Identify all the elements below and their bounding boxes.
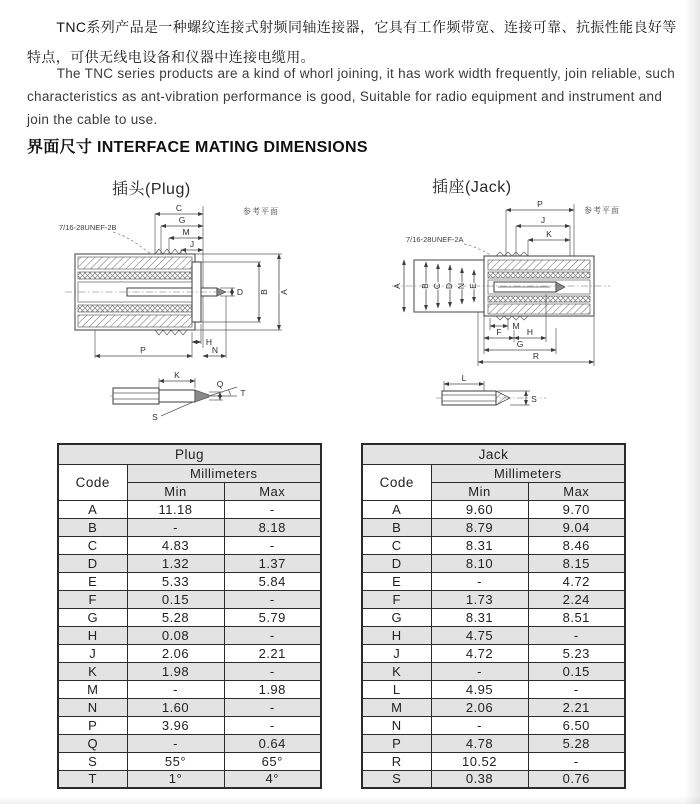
min-cell: 2.06 xyxy=(431,698,528,716)
table-row xyxy=(58,644,321,662)
min-cell: 55° xyxy=(127,752,224,770)
code-cell: S xyxy=(58,752,127,770)
min-cell: 4.83 xyxy=(127,536,224,554)
max-cell: 6.50 xyxy=(528,716,625,734)
code-cell: C xyxy=(58,536,127,554)
max-cell: 4.72 xyxy=(528,572,625,590)
plug-figure-label: 插头(Plug) xyxy=(112,181,191,198)
code-cell: P xyxy=(362,734,431,752)
jack-figure-label: 插座(Jack) xyxy=(432,179,512,196)
dim-label: G xyxy=(178,215,186,225)
table-row xyxy=(362,626,625,644)
dim-label: K xyxy=(546,229,552,239)
table-row xyxy=(58,770,321,788)
min-cell: 3.96 xyxy=(127,716,224,734)
min-cell: 5.28 xyxy=(127,608,224,626)
min-cell: 1° xyxy=(127,770,224,788)
table-row xyxy=(58,590,321,608)
table-row xyxy=(362,554,625,572)
dim-label: S xyxy=(531,394,537,404)
table-row xyxy=(58,734,321,752)
max-header: Max xyxy=(528,482,625,500)
code-cell: D xyxy=(362,554,431,572)
code-cell: G xyxy=(362,608,431,626)
table-title-row xyxy=(362,444,625,464)
dim-label: F xyxy=(496,327,502,337)
dim-label: R xyxy=(532,351,540,361)
min-cell: 8.31 xyxy=(431,608,528,626)
code-cell: E xyxy=(58,572,127,590)
dim-label: A xyxy=(279,289,289,295)
plug-diagram xyxy=(55,198,310,426)
code-cell: P xyxy=(58,716,127,734)
plug-reference-plane-label: 参考平面 xyxy=(243,207,279,216)
code-cell: A xyxy=(362,500,431,518)
code-cell: H xyxy=(362,626,431,644)
min-cell: 8.10 xyxy=(431,554,528,572)
min-cell: 4.78 xyxy=(431,734,528,752)
plug-thread-label: 7/16-28UNEF-2B xyxy=(59,223,117,232)
table-row xyxy=(58,698,321,716)
table-row xyxy=(58,608,321,626)
min-cell: 1.60 xyxy=(127,698,224,716)
table-row xyxy=(58,662,321,680)
max-cell: 5.84 xyxy=(224,572,321,590)
max-cell: 1.37 xyxy=(224,554,321,572)
dim-label: B xyxy=(420,283,430,289)
table-row xyxy=(362,716,625,734)
table-row xyxy=(362,518,625,536)
jack-thread-label: 7/16-28UNEF-2A xyxy=(406,235,464,244)
dim-label: N xyxy=(456,282,466,290)
table-row xyxy=(362,734,625,752)
max-cell: 8.18 xyxy=(224,518,321,536)
jack-socket-detail xyxy=(436,373,546,405)
min-cell: 0.08 xyxy=(127,626,224,644)
max-cell: 8.46 xyxy=(528,536,625,554)
dim-label: H xyxy=(526,327,534,337)
dim-label: D xyxy=(236,287,244,297)
max-cell: - xyxy=(528,752,625,770)
jack-top-dimensions xyxy=(506,199,574,256)
min-cell: 1.98 xyxy=(127,662,224,680)
min-cell: 11.18 xyxy=(127,500,224,518)
min-cell: 9.60 xyxy=(431,500,528,518)
dim-label: G xyxy=(516,339,524,349)
table-row xyxy=(58,500,321,518)
dim-label: M xyxy=(512,321,520,331)
intro-paragraph-cn: TNC系列产品是一种螺纹连接式射频同轴连接器，它具有工作频带宽、连接可靠、抗振性能良好等特点，可供无线电设备和仪器中连接电缆用。 xyxy=(27,19,677,65)
min-header: Min xyxy=(127,482,224,500)
table-row xyxy=(362,608,625,626)
table-row xyxy=(58,680,321,698)
max-cell: - xyxy=(224,716,321,734)
min-cell: - xyxy=(431,716,528,734)
code-cell: Q xyxy=(58,734,127,752)
table-row xyxy=(362,680,625,698)
code-cell: R xyxy=(362,752,431,770)
table-row xyxy=(58,536,321,554)
table-row xyxy=(58,554,321,572)
table-row xyxy=(362,644,625,662)
code-cell: C xyxy=(362,536,431,554)
dim-label: T xyxy=(240,388,246,398)
max-cell: 2.21 xyxy=(224,644,321,662)
code-cell: M xyxy=(58,680,127,698)
plug-dimensions-table xyxy=(57,443,322,789)
table-title-row xyxy=(58,444,321,464)
dim-label: B xyxy=(259,289,269,295)
dim-label: K xyxy=(174,370,180,380)
max-cell: 9.70 xyxy=(528,500,625,518)
max-cell: 1.98 xyxy=(224,680,321,698)
intro-paragraph-en: The TNC series products are a kind of whorl joining, it has work width frequently, join reliable, such characteristics as ant-vibration performance is good, Suitable for radio equipment and instrument and join the cable to use. xyxy=(27,66,676,127)
max-cell: 4° xyxy=(224,770,321,788)
table-row xyxy=(58,518,321,536)
code-cell: K xyxy=(58,662,127,680)
code-cell: T xyxy=(58,770,127,788)
code-cell: G xyxy=(58,608,127,626)
leader-line xyxy=(113,232,153,256)
max-header: Max xyxy=(224,482,321,500)
dim-label: A xyxy=(392,283,402,289)
max-cell: - xyxy=(224,590,321,608)
min-cell: 4.72 xyxy=(431,644,528,662)
code-cell: F xyxy=(362,590,431,608)
min-cell: 8.79 xyxy=(431,518,528,536)
jack-table-body xyxy=(362,500,625,788)
table-row xyxy=(362,662,625,680)
dim-label: M xyxy=(182,227,190,237)
dim-label: P xyxy=(140,345,146,355)
code-cell: L xyxy=(362,680,431,698)
code-header: Code xyxy=(362,464,431,500)
code-cell: N xyxy=(58,698,127,716)
code-cell: K xyxy=(362,662,431,680)
table-header-row xyxy=(58,464,321,482)
min-cell: 0.38 xyxy=(431,770,528,788)
min-cell: - xyxy=(127,680,224,698)
max-cell: 5.28 xyxy=(528,734,625,752)
max-cell: 9.04 xyxy=(528,518,625,536)
min-cell: 1.73 xyxy=(431,590,528,608)
max-cell: - xyxy=(224,626,321,644)
table-row xyxy=(362,770,625,788)
table-row xyxy=(362,698,625,716)
max-cell: 2.21 xyxy=(528,698,625,716)
max-cell: - xyxy=(224,500,321,518)
max-cell: - xyxy=(224,698,321,716)
min-cell: 4.95 xyxy=(431,680,528,698)
min-cell: 2.06 xyxy=(127,644,224,662)
dim-label: N xyxy=(211,345,219,355)
unit-header: Millimeters xyxy=(127,464,321,482)
table-row xyxy=(362,752,625,770)
dim-label: Q xyxy=(216,379,224,389)
min-cell: - xyxy=(127,518,224,536)
code-cell: A xyxy=(58,500,127,518)
max-cell: 8.51 xyxy=(528,608,625,626)
dim-label: P xyxy=(537,199,543,209)
dim-label: C xyxy=(175,203,183,213)
code-cell: S xyxy=(362,770,431,788)
dim-label: E xyxy=(468,283,478,289)
code-cell: F xyxy=(58,590,127,608)
code-cell: B xyxy=(362,518,431,536)
max-cell: 0.64 xyxy=(224,734,321,752)
max-cell: - xyxy=(224,662,321,680)
dim-label: C xyxy=(432,282,442,290)
dim-label: H xyxy=(205,337,213,347)
code-cell: J xyxy=(362,644,431,662)
unit-header: Millimeters xyxy=(431,464,625,482)
min-cell: - xyxy=(127,734,224,752)
min-cell: 4.75 xyxy=(431,626,528,644)
code-cell: H xyxy=(58,626,127,644)
table-row xyxy=(58,752,321,770)
min-cell: 0.15 xyxy=(127,590,224,608)
max-cell: 8.15 xyxy=(528,554,625,572)
dim-label: L xyxy=(461,373,467,383)
dim-label: J xyxy=(540,215,546,225)
table-row xyxy=(362,572,625,590)
plug-pin-detail xyxy=(110,370,246,422)
code-cell: N xyxy=(362,716,431,734)
max-cell: 0.76 xyxy=(528,770,625,788)
max-cell: 2.24 xyxy=(528,590,625,608)
jack-diagram xyxy=(378,198,668,426)
min-cell: 10.52 xyxy=(431,752,528,770)
min-cell: 1.32 xyxy=(127,554,224,572)
max-cell: 0.15 xyxy=(528,662,625,680)
code-header: Code xyxy=(58,464,127,500)
table-row xyxy=(58,572,321,590)
code-cell: D xyxy=(58,554,127,572)
dim-label: D xyxy=(444,282,454,290)
plug-table-body xyxy=(58,500,321,788)
max-cell: - xyxy=(528,626,625,644)
min-cell: 8.31 xyxy=(431,536,528,554)
table-row xyxy=(362,500,625,518)
min-cell: - xyxy=(431,572,528,590)
code-cell: E xyxy=(362,572,431,590)
code-cell: J xyxy=(58,644,127,662)
table-row xyxy=(362,590,625,608)
code-cell: M xyxy=(362,698,431,716)
jack-dimensions-table xyxy=(361,443,626,789)
min-cell: - xyxy=(431,662,528,680)
table-row xyxy=(58,626,321,644)
table-row xyxy=(362,536,625,554)
dim-label: S xyxy=(152,412,158,422)
min-cell: 5.33 xyxy=(127,572,224,590)
jack-reference-plane-label: 参考平面 xyxy=(584,206,620,215)
max-cell: - xyxy=(528,680,625,698)
table-title: Plug xyxy=(58,444,321,464)
plug-top-dimensions xyxy=(155,203,203,254)
min-header: Min xyxy=(431,482,528,500)
max-cell: 5.23 xyxy=(528,644,625,662)
table-header-row xyxy=(362,464,625,482)
max-cell: - xyxy=(224,536,321,554)
jack-cross-section xyxy=(392,252,610,320)
section-title: 界面尺寸 INTERFACE MATING DIMENSIONS xyxy=(27,139,368,156)
dim-label: J xyxy=(189,239,195,249)
table-row xyxy=(58,716,321,734)
max-cell: 5.79 xyxy=(224,608,321,626)
table-title: Jack xyxy=(362,444,625,464)
code-cell: B xyxy=(58,518,127,536)
max-cell: 65° xyxy=(224,752,321,770)
